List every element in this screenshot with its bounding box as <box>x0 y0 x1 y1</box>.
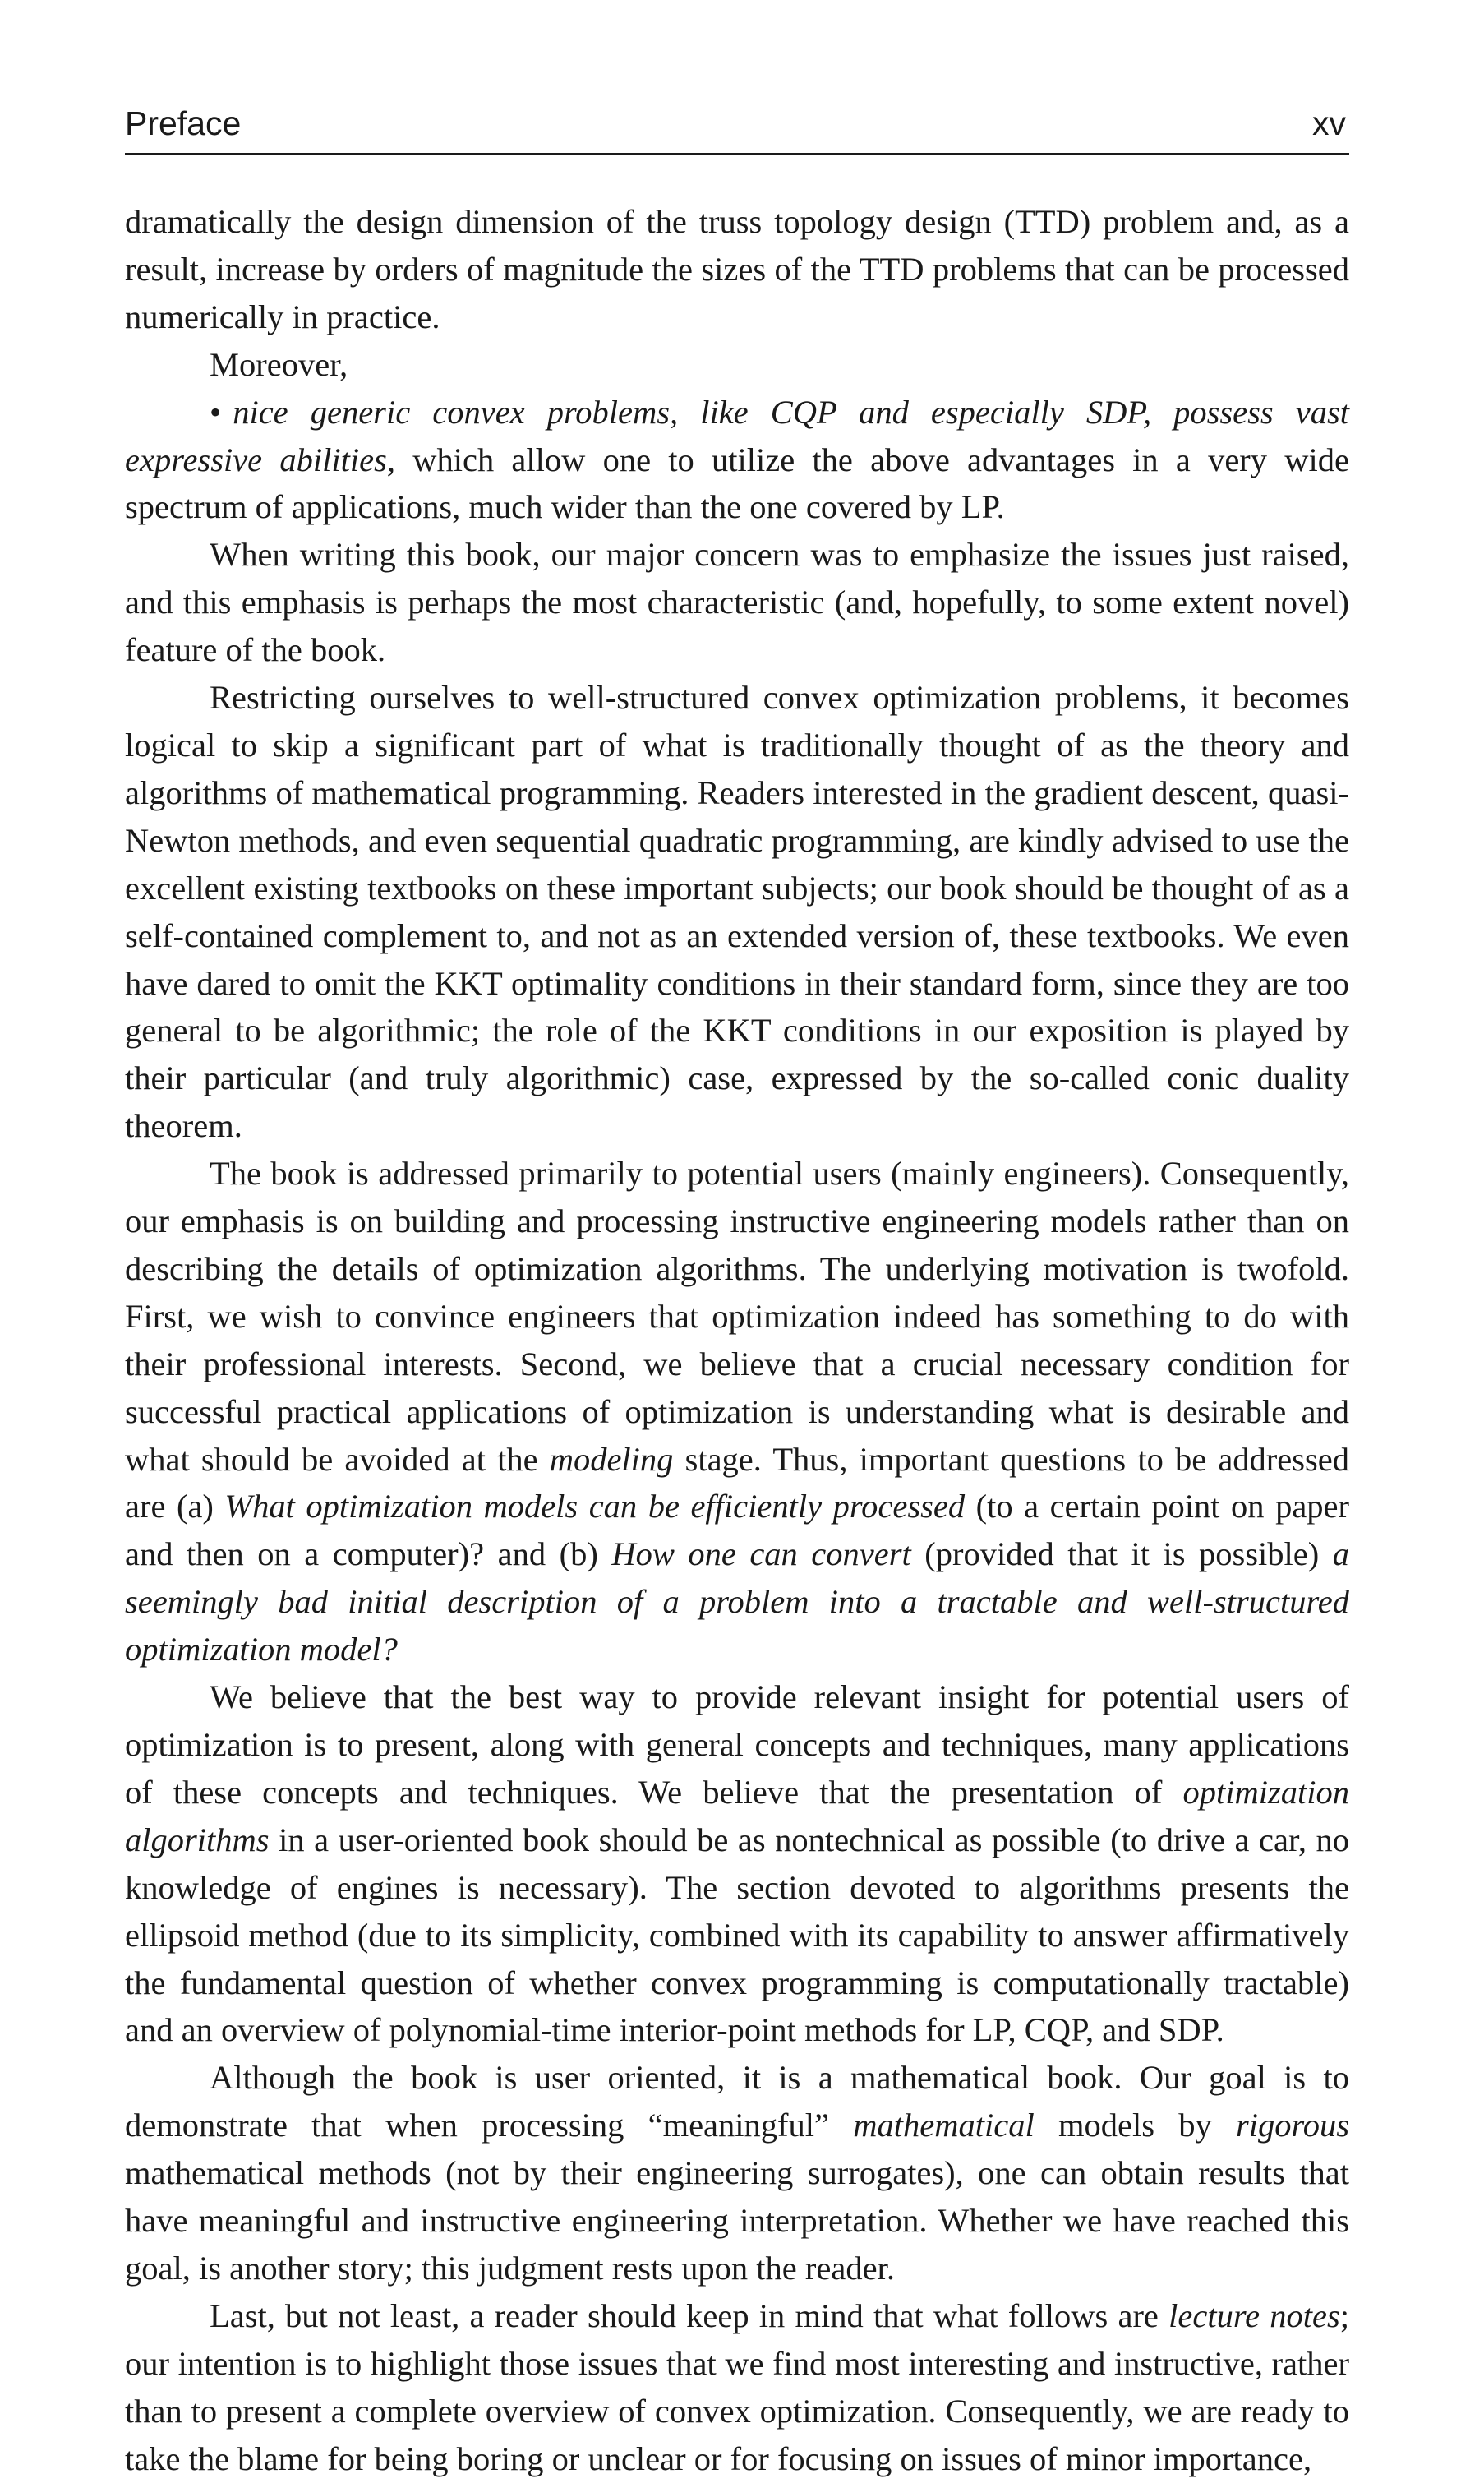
italic-run: nice generic convex problems, like CQP and especially SDP, possess vast expressive abilities, <box>125 393 1349 478</box>
body-text <box>125 198 1349 2483</box>
italic-run: rigorous <box>1235 2107 1350 2144</box>
running-head <box>125 105 1349 141</box>
text-run: models by <box>1034 2107 1236 2144</box>
bullet-icon: • <box>210 393 222 431</box>
text-run: which allow one to utilize the above advantages in a very wide spectrum of applications, much wider than the one covered by LP. <box>125 441 1349 526</box>
paragraph <box>125 1673 1349 2054</box>
paragraph <box>125 2292 1349 2483</box>
text-run: stage. Thus, important questions to be addressed are (a) <box>125 1440 1350 1525</box>
text-run: (provided that it is possible) <box>910 1535 1333 1573</box>
text-run: mathematical methods (not by their engineering surrogates), one can obtain results that have meaningful and instructive engineering interpretation. Whether we have reached this goal, is another story; this judgment rests upon the reader. <box>125 2154 1349 2287</box>
italic-run: a seemingly bad initial description of a problem into a tractable and well-structured optimization model? <box>125 1535 1349 1668</box>
header-rule <box>125 153 1349 155</box>
text-run: Moreover, <box>210 345 348 383</box>
italic-run: How one can convert <box>611 1535 911 1573</box>
text-run: The book is addressed primarily to potential users (mainly engineers). Consequently, our emphasis is on building and processing instructive engineering models rather than on describing the details of optimization algorithms. The underlying motivation is twofold. First, we wish to convince engineers that optimization indeed has something to do with their professional interests. Second, we believe that a crucial necessary condition for successful practical applications of optimization is understanding what is desirable and what should be avoided at the <box>125 1155 1349 1478</box>
text-run: We believe that the best way to provide relevant insight for potential users of optimization is to present, along with general concepts and techniques, many applications of these concepts and techniques. We believe that the presentation of <box>125 1678 1349 1811</box>
paragraph <box>125 531 1349 674</box>
text-run: Restricting ourselves to well-structured convex optimization problems, it becomes logical to skip a significant part of what is traditionally thought of as the theory and algorithms of mathematical programming. Readers interested in the gradient descent, quasi-Newton methods, and even sequential quadratic programming, are kindly advised to use the excellent existing textbooks on these important subjects; our book should be thought of as a self-contained complement to, and not as an extended version of, these textbooks. We even have dared to omit the KKT optimality conditions in their standard form, since they are too general to be algorithmic; the role of the KKT conditions in our exposition is played by their particular (and truly algorithmic) case, expressed by the so-called conic duality theorem. <box>125 679 1349 1145</box>
paragraph <box>125 341 1349 389</box>
italic-run: modeling <box>549 1440 674 1478</box>
text-run: dramatically the design dimension of the truss topology design (TTD) problem and, as a result, increase by orders of magnitude the sizes of the TTD problems that can be processed numerically in practice. <box>125 203 1349 335</box>
page-number: xv <box>1312 104 1346 142</box>
italic-run: optimization algorithms <box>125 1773 1349 1858</box>
paragraph <box>125 2054 1349 2292</box>
paragraph <box>125 674 1349 1150</box>
text-run: When writing this book, our major concern was to emphasize the issues just raised, and this emphasis is perhaps the most characteristic (and, hopefully, to some extent novel) feature of the book. <box>125 536 1349 669</box>
italic-run: What optimization models can be efficiently processed <box>224 1488 966 1525</box>
text-run: Last, but not least, a reader should keep in mind that what follows are <box>210 2296 1169 2334</box>
text-run: (to a certain point on paper and then on a computer)? and (b) <box>125 1488 1350 1573</box>
book-page <box>125 105 1349 2483</box>
paragraph <box>125 1150 1349 1673</box>
paragraph <box>125 198 1349 341</box>
text-run: in a user-oriented book should be as nontechnical as possible (to drive a car, no knowledge of engines is necessary). The section devoted to algorithms presents the ellipsoid method (due to its simplicity, combined with its capability to answer affirmatively the fundamental question of whether convex programming is computationally tractable) and an overview of polynomial-time interior-point methods for LP, CQP, and SDP. <box>125 1821 1349 2049</box>
section-title: Preface <box>125 104 242 142</box>
text-run: ; our intention is to highlight those issues that we find most interesting and instructive, rather than to present a complete overview of convex optimization. Consequently, we are ready to take the blame for being boring or unclear or for focusing on issues of minor importance, <box>125 2296 1349 2477</box>
italic-run: lecture notes <box>1168 2296 1340 2334</box>
text-run: Although the book is user oriented, it is a mathematical book. Our goal is to demonstrate that when processing “meaningful” <box>125 2059 1349 2144</box>
italic-run: mathematical <box>853 2107 1035 2144</box>
bullet-paragraph <box>125 389 1349 532</box>
